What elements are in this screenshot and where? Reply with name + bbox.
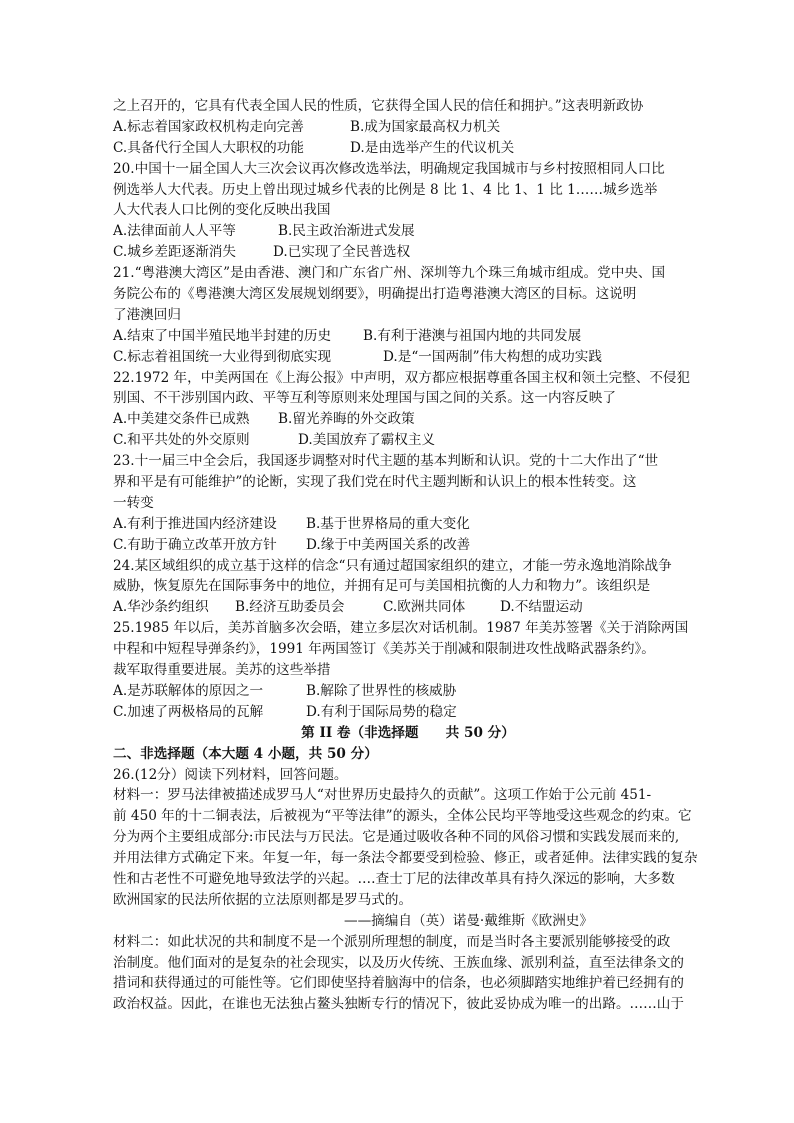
- answer-option: C.有助于确立改革开放方针: [113, 536, 277, 553]
- answer-options-row: [113, 430, 703, 451]
- part-heading: 二、非选择题（本大题 4 小题，共 50 分）: [113, 745, 378, 762]
- text-line: 治制度。他们面对的是复杂的社会现实，以及历火传统、王族血缘、派别利益，直至法律条文的: [113, 954, 684, 971]
- text-line: 了港澳回归: [113, 306, 181, 323]
- exam-page: [113, 96, 703, 1015]
- answer-options-row: [113, 138, 703, 159]
- text-line: 25.1985 年以后，美苏首脑多次会晤，建立多层次对话机制。1987 年美苏签署《关于消除两国: [113, 620, 689, 637]
- answer-option: C.城乡差距逐渐消失: [113, 244, 236, 261]
- text-line: 22.1972 年，中美两国在《上海公报》中声明，双方都应根据尊重各国主权和领土完整、不侵犯: [113, 369, 691, 386]
- text-line: 界和平是有可能维护”的论断，实现了我们党在时代主题判断和认识上的根本性转变。这: [113, 474, 637, 491]
- text-line: 23.十一届三中全会后，我国逐步调整对时代主题的基本判断和认识。党的十二大作出了“世: [113, 453, 659, 470]
- text-line: 人大代表人口比例的变化反映出我国: [113, 202, 331, 219]
- answer-option: A.标志着国家政权机构走向完善: [113, 118, 304, 135]
- text-line: 之上召开的，它具有代表全国人民的性质，它获得全国人民的信任和拥护。”这表明新政协: [113, 98, 644, 114]
- answer-options-row: [113, 221, 703, 242]
- text-line: 一转变: [113, 494, 154, 511]
- text-line: 分为两个主要组成部分:市民法与万民法。它是通过吸收各种不同的风俗习惯和实践发展而来的,: [113, 829, 680, 846]
- text-line: 裁军取得重要进展。美苏的这些举措: [113, 662, 331, 679]
- answer-option: B.解除了世界性的核威胁: [306, 682, 457, 699]
- answer-options-row: [113, 681, 703, 702]
- answer-options-row: [113, 117, 703, 138]
- answer-option: C.和平共处的外交原则: [113, 432, 250, 449]
- text-line: 措词和获得通过的可能性等。它们即使坚持着脑海中的信条，也必须脚踏实地维护着已经拥有的: [113, 975, 684, 992]
- answer-options-row: [113, 326, 703, 347]
- answer-options-row: [113, 535, 703, 556]
- answer-option: A.是苏联解体的原因之一: [113, 682, 264, 699]
- text-line: 例选举人大代表。历史上曾出现过城乡代表的比例是 8 比 1、4 比 1、1 比 1……城乡选举: [113, 181, 658, 198]
- source-citation: ——摘编自（英）诺曼·戴维斯《欧洲史》: [343, 912, 593, 929]
- answer-option: D.是“一国两制”伟大构想的成功实践: [383, 348, 602, 365]
- answer-option: D.美国放弃了霸权主义: [298, 432, 436, 449]
- answer-options-row: [113, 514, 703, 535]
- answer-options-row: [113, 347, 703, 368]
- answer-option: B.基于世界格局的重大变化: [306, 515, 470, 532]
- answer-option: B.经济互助委员会: [235, 599, 345, 616]
- answer-options-row: [113, 702, 703, 723]
- answer-option: B.民主政治渐进式发展: [278, 223, 415, 240]
- answer-option: B.有利于港澳与祖国内地的共同发展: [363, 327, 582, 344]
- answer-option: C.标志着祖国统一大业得到彻底实现: [113, 348, 332, 365]
- answer-option: A.华沙条约组织: [113, 599, 209, 616]
- answer-option: A.中美建交条件已成熟: [113, 411, 250, 428]
- answer-options-row: [113, 409, 703, 430]
- answer-option: D.是由选举产生的代议机关: [350, 139, 515, 156]
- answer-options-row: [113, 597, 703, 618]
- answer-option: A.结束了中国半殖民地半封建的历史: [113, 327, 332, 344]
- answer-option: C.具备代行全国人大职权的功能: [113, 139, 304, 156]
- text-line: 别国、不干涉别国内政、平等互利等原则来处理国与国之间的关系。这一内容反映了: [113, 390, 616, 407]
- answer-option: D.缘于中美两国关系的改善: [306, 536, 471, 553]
- answer-option: D.已实现了全民普选权: [273, 244, 411, 261]
- text-line: 材料二：如此状况的共和制度不是一个派别所理想的制度，而是当时各主要派别能够接受的政: [113, 933, 671, 950]
- answer-options-row: [113, 242, 703, 263]
- answer-option: D.不结盟运动: [500, 599, 583, 616]
- text-line: 性和古老性不可避免地导致法学的兴起。.…查士丁尼的法律改革具有持久深远的影响，大多数: [113, 870, 675, 887]
- text-line: 威胁，恢复原先在国际事务中的地位，并拥有足可与美国相抗衡的人力和物力”。该组织是: [113, 578, 651, 595]
- text-line: 中程和中短程导弹条约》，1991 年两国签订《美苏关于削减和限制进攻性战略武器条约》。: [113, 641, 655, 658]
- text-line: 20.中国十一届全国人大三次会议再次修改选举法，明确规定我国城市与乡村按照相同人口比: [113, 160, 665, 177]
- section-title: 第 II 卷（非选择题 共 50 分）: [301, 724, 515, 741]
- answer-option: B.成为国家最高权力机关: [350, 118, 501, 135]
- text-line: 21.“粤港澳大湾区”是由香港、澳门和广东省广州、深圳等九个珠三角城市组成。党中央、国: [113, 265, 666, 282]
- text-line: 材料一：罗马法律被描述成罗马人“对世界历史最持久的贡献”。这项工作始于公元前 451-: [113, 787, 652, 804]
- text-line: 26.(12分）阅读下列材料，回答问题。: [113, 766, 348, 783]
- text-line: 24.某区域组织的成立基于这样的信念“只有通过超国家组织的建立，才能一劳永逸地消除战争: [113, 557, 672, 574]
- text-line: 前 450 年的十二铜表法，后被视为“平等法律”的源头，全体公民均平等地受这些观念的约束。它: [113, 808, 692, 825]
- answer-option: B.留光养晦的外交政策: [278, 411, 415, 428]
- answer-option: A.法律面前人人平等: [113, 223, 236, 240]
- answer-option: D.有利于国际局势的稳定: [306, 703, 457, 720]
- text-line: 务院公布的《粤港澳大湾区发展规划纲要》，明确提出打造粤港澳大湾区的目标。这说明: [113, 286, 637, 303]
- text-line: 并用法律方式确定下来。年复一年，每一条法令都要受到检验、修正，或者延伸。法律实践的复杂: [113, 850, 698, 867]
- answer-option: C.欧洲共同体: [383, 599, 466, 616]
- answer-option: A.有利于推进国内经济建设: [113, 515, 277, 532]
- text-line: 政治权益。因此，在谁也无法独占鳌头独断专行的情况下，彼此妥协成为唯一的出路。……山于: [113, 996, 684, 1013]
- text-line: 欧洲国家的民法所依据的立法原则都是罗马式的。: [113, 891, 413, 908]
- answer-option: C.加速了两极格局的瓦解: [113, 703, 264, 720]
